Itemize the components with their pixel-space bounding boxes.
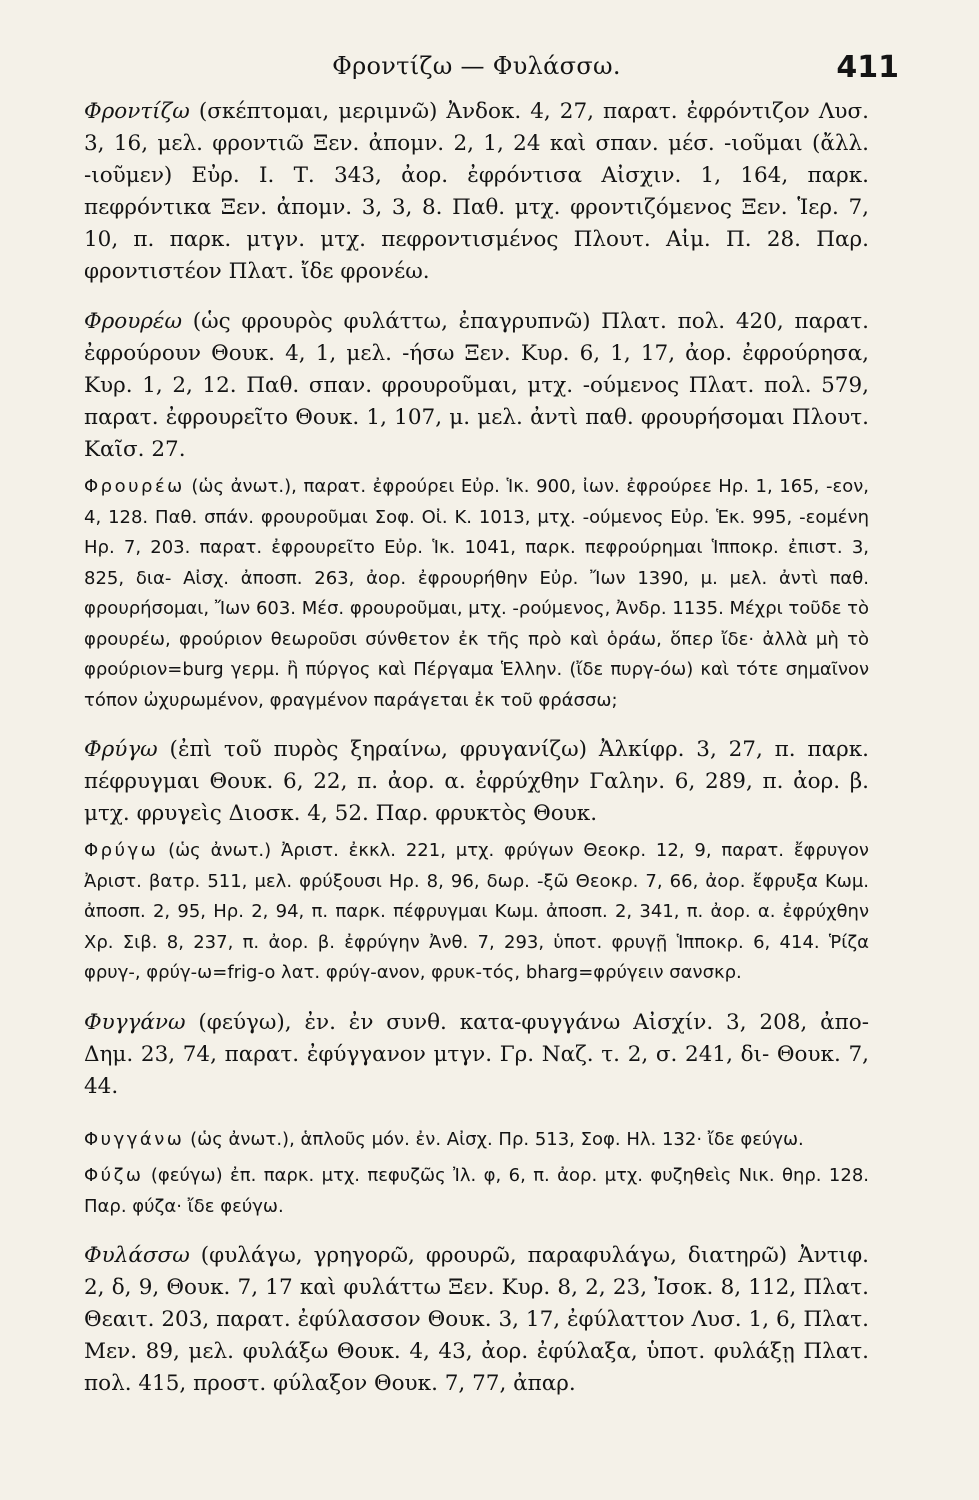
entry-text: (ὡς ἀνωτ.) Ἀριστ. ἐκκλ. 221, μτχ. φρύγων Θεοκρ. 12, 9, παρατ. ἔφρυγον Ἀριστ. βατρ. 511, μελ. φρύξουσι Ηρ. 8, 96, δωρ. -ξῶ Θεοκρ. 7, 66, ἀορ. ἔφρυξα Κωμ. ἀποσπ. 2, 95, Ηρ. 2, 94, π. παρκ. πέφρυγμαι Κωμ. ἀποσπ. 2, 341, π. ἀορ. α. ἐφρύχθην Χρ. Σιβ. 8, 237, π. ἀορ. β. ἐφρύγην Ἀνθ. 7, 293, ὑποτ. φρυγῇ Ἱπποκρ. 6, 414. Ῥίζα φρυγ-, φρύγ-ω=frig-o λατ. φρύγ-ανον, φρυκ-τός, bharg=φρύγειν σανσκρ. [84, 840, 869, 983]
entry-frontizo [84, 96, 869, 288]
entry-text: (φεύγω) ἐπ. παρκ. μτχ. πεφυζῶς Ἰλ. φ, 6, π. ἀορ. μτχ. φυζηθεὶς Νικ. θηρ. 128. Παρ. φύζα· ἴδε φεύγω. [84, 1165, 869, 1217]
entry-lemma: Φρουρέω [84, 309, 182, 334]
entry-fyggano [84, 1007, 869, 1103]
entry-text: (ὡς φρουρὸς φυλάττω, ἐπαγρυπνῶ) Πλατ. πολ. 420, παρατ. ἐφρούρουν Θουκ. 4, 1, μελ. -ήσω Ξεν. Κυρ. 6, 1, 17, ἀορ. ἐφρούρησα, Κυρ. 1, 2, 12. Παθ. σπαν. φρουροῦμαι, μτχ. -ούμενος Πλατ. πολ. 579, παρατ. ἐφρουρεῖτο Θουκ. 1, 107, μ. μελ. ἀντὶ παθ. φρουρήσομαι Πλουτ. Καῖσ. 27. [84, 309, 869, 462]
entry-froureo [84, 306, 869, 466]
entry-lemma: Φροντίζω [84, 99, 190, 124]
entry-text: (ὡς ἀνωτ.), παρατ. ἐφρούρει Εὐρ. Ἱκ. 900, ἰων. ἐφρούρεε Ηρ. 1, 165, -εον, 4, 128. Παθ. σπάν. φρουροῦμαι Σοφ. Οἰ. Κ. 1013, μτχ. -ούμενος Εὐρ. Ἑκ. 995, -εομένη Ηρ. 7, 203. παρατ. ἐφρουρεῖτο Εὐρ. Ἱκ. 1041, παρκ. πεφρούρημαι Ἱπποκρ. ἐπιστ. 3, 825, δια- Αἰσχ. ἀποσπ. 263, ἀορ. ἐφρουρήθην Εὐρ. Ἴων 1390, μ. μελ. ἀντὶ παθ. φρουρήσομαι, Ἴων 603. Μέσ. φρουροῦμαι, μτχ. -ρούμενος, Ἀνδρ. 1135. Μέχρι τοῦδε τὸ φρουρέω, φρούριον θεωροῦσι σύνθετον ἐκ τῆς πρὸ καὶ ὁράω, ὅπερ ἴδε· ἀλλὰ μὴ τὸ φρούριον=burg γερμ. ἢ πύργος καὶ Πέργαμα Ἑλλην. (ἴδε πυργ-όω) καὶ τότε σημαῖνον τόπον ὠχυρωμένον, φραγμένον παράγεται ἐκ τοῦ φράσσω; [84, 476, 870, 711]
entry-text: (ὡς ἀνωτ.), ἁπλοῦς μόν. ἐν. Αἰσχ. Πρ. 513, Σοφ. Ηλ. 132· ἴδε φεύγω. [184, 1128, 804, 1150]
entry-fyggano-poetic [84, 1125, 869, 1156]
entry-lemma: Φυλάσσω [84, 1243, 190, 1268]
entry-lemma: Φρύγω [84, 840, 159, 861]
running-title: Φροντίζω — Φυλάσσω. [332, 52, 621, 80]
entry-lemma: Φυγγάνω [84, 1009, 186, 1035]
entry-text: (φεύγω), ἐν. ἐν συνθ. κατα-φυγγάνω Αἰσχίν. 3, 208, ἀπο- Δημ. 23, 74, παρατ. ἐφύγγανον μτγν. Γρ. Ναζ. τ. 2, σ. 241, δι- Θουκ. 7, 44. [84, 1009, 869, 1099]
page-number: 411 [836, 50, 899, 85]
entry-text: (σκέπτομαι, μεριμνῶ) Ἀνδοκ. 4, 27, παρατ. ἐφρόντιζον Λυσ. 3, 16, μελ. φροντιῶ Ξεν. ἀπομν. 2, 1, 24 καὶ σπαν. μέσ. -ιοῦμαι (ἄλλ. -ιοῦμεν) Εὐρ. Ι. Τ. 343, ἀορ. ἐφρόντισα Αἰσχιν. 1, 164, παρκ. πεφρόντικα Ξεν. ἀπομν. 3, 3, 8. Παθ. μτχ. φροντιζόμενος Ξεν. Ἱερ. 7, 10, π. παρκ. μτγν. μτχ. πεφροντισμένος Πλουτ. Αἰμ. Π. 28. Παρ. φροντιστέον Πλατ. ἴδε φρονέω. [84, 99, 869, 284]
page-header [84, 24, 899, 85]
entry-frygo [84, 734, 869, 830]
entry-lemma: Φυγγάνω [84, 1128, 185, 1150]
entry-text: (φυλάγω, γρηγορῶ, φρουρῶ, παραφυλάγω, διατηρῶ) Ἀντιφ. 2, δ, 9, Θουκ. 7, 17 καὶ φυλάττω Ξεν. Κυρ. 8, 2, 23, Ἰσοκ. 8, 112, Πλατ. Θεαιτ. 203, παρατ. ἐφύλασσον Θουκ. 3, 17, ἐφύλαττον Λυσ. 1, 6, Πλατ. Μεν. 89, μελ. φυλάξω Θουκ. 4, 43, ἀορ. ἐφύλαξα, ὑποτ. φυλάξῃ Πλατ. πολ. 415, προστ. φύλαξον Θουκ. 7, 77, ἀπαρ. [84, 1243, 869, 1396]
entry-fylasso [84, 1240, 869, 1400]
entry-froureo-poetic [84, 472, 869, 716]
entry-lemma: Φρύγω [84, 737, 158, 762]
entry-fyzo [84, 1161, 869, 1222]
entry-lemma: Φρουρέω [84, 476, 185, 497]
entry-text: (ἐπὶ τοῦ πυρὸς ξηραίνω, φρυγανίζω) Ἀλκίφρ. 3, 27, π. παρκ. πέφρυγμαι Θουκ. 6, 22, π. ἀορ. α. ἐφρύχθην Γαλην. 6, 289, π. ἀορ. β. μτχ. φρυγεὶς Διοσκ. 4, 52. Παρ. φρυκτὸς Θουκ. [84, 737, 869, 826]
entry-lemma: Φύζω [84, 1165, 144, 1186]
entry-frygo-poetic [84, 836, 869, 989]
